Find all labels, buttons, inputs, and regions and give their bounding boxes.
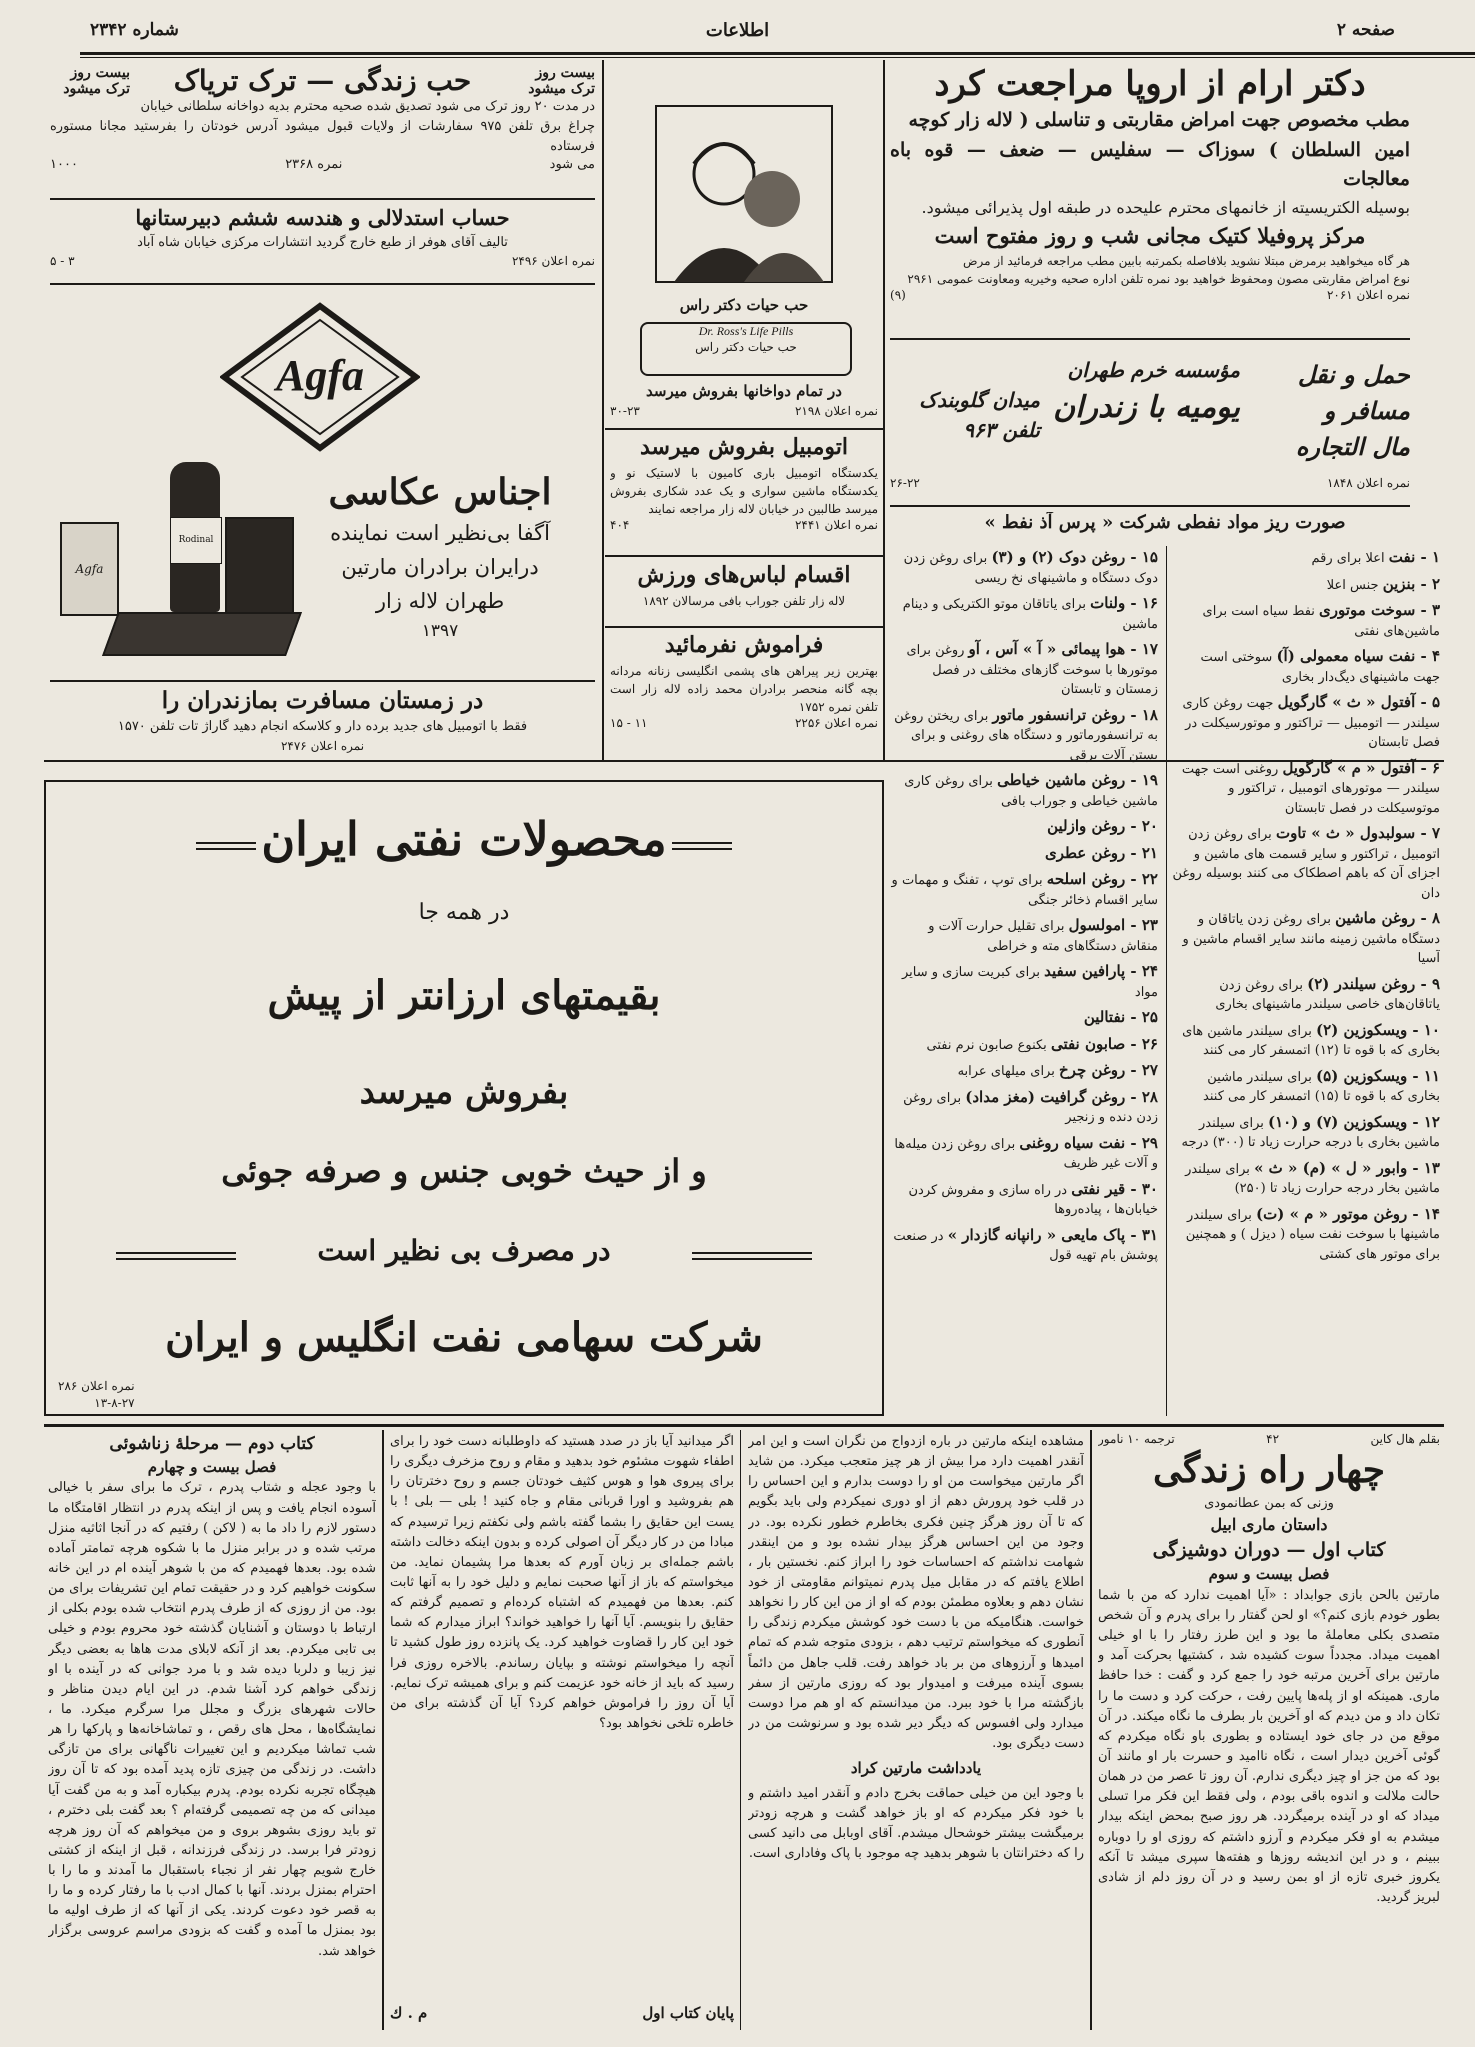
- tailor-ad: [610, 630, 878, 756]
- tin-image: Agfa: [60, 522, 119, 616]
- oil-product-item: [890, 1178, 1158, 1220]
- oil-product-name: ۴ - نفت سیاه معمولی (آ): [1276, 647, 1440, 665]
- transport-notice: نمره اعلان ۱۸۴۸: [1326, 476, 1410, 490]
- ross-pill-box: [640, 322, 852, 376]
- sports-title: اقسام لباس‌های ورزش: [637, 562, 851, 588]
- oil-product-name: ۱ - نفت: [1388, 548, 1440, 566]
- agfa-line: درایران برادران مارتین: [341, 554, 539, 579]
- oil-product-name: ۱۵ - روغن دوک (۲) و (۳): [991, 548, 1158, 566]
- serial-body: اگر میدانید آیا باز در صدد هستید که داوطلبانه دست خود را برای اطفاء شهوت مشئوم خود بدهید و مقام و روح مزخرف دیگری را برای پیروی هوا و هوس کثیف خودتان جسم و روح دخترتان را هم بفروشید و اورا قربانی مقام و جاه کنید ! بلی — بلی ! با یست این حقایق را بشما گفته باشم ولی نکفتم زیرا ترسیدم که مبادا من در کار دیگر آن اصولی کرده و بدون اینکه دخالت داشته باشم جمله‌ای بر زبان آورم که بعدها مرا پشیمان نماید. من میخواستم که باز از آنها صحبت نمایم و دلیل خود را به آنها ثابت کنم. بعدها من فهمیدم که اشتباه کرده‌ام و تصمیم گرفتم که حقایق را بنویسم. آیا آنها را خواهید خواند؟ ابراز میدارم که شما خود این کار را قضاوت خواهید کرد. یک پانزده روز طول کشید تا آنچه را میخواستم نوشته و بپایان رساندم. بالاخره روزی فرا رسید که باید از خانه خود عزیمت کنم و برای همیشه ترک نمایم. آیا آن روز را فراموش خواهم کرد؟ آیا آن گذشته برای من خاطره تلخی نخواهد بود؟: [390, 1434, 734, 1731]
- oil-list-divider: [1166, 546, 1167, 1416]
- iran-oil-ad: [44, 780, 884, 1416]
- oil-product-desc: روغن برای موتورها با سوخت گازهای مختلف در فصل زمستان و تابستان: [906, 643, 1158, 697]
- oil-product-desc: سوختی است جهت ماشینهای دیگ‌دار بخاری: [1200, 650, 1440, 685]
- agfa-line: آگفا بی‌نظیر است نماینده: [330, 521, 550, 546]
- oil-product-desc: برای سیلندر ماشینها با سوخت نفت سیاه ( دیزل ) و همچنین برای موتور های کشتی: [1185, 1207, 1440, 1262]
- oil-product-item: [890, 1132, 1158, 1174]
- iran-oil-company: شرکت سهامی نفت انگلیس و ایران: [165, 1314, 763, 1361]
- bottle-label: Rodinal: [170, 517, 222, 564]
- math-num: ۳ - ۵: [50, 253, 75, 268]
- agfa-logo: [220, 302, 420, 452]
- col-divider: [883, 60, 885, 760]
- oil-product-desc: نفط سیاه است برای ماشین‌های نفتی: [1202, 604, 1440, 639]
- oil-product-desc: جنس اعلا: [1326, 577, 1379, 593]
- transport-line: مؤسسه خرم طهران: [1067, 358, 1240, 382]
- oil-product-desc: بکنوع صابون نرم نفتی: [926, 1037, 1047, 1053]
- oil-list-col-left: [890, 546, 1158, 1270]
- oil-product-name: ۲۳ - امولسول: [1068, 916, 1158, 934]
- oil-product-desc: روغنی است جهت سیلندر — موتورهای اتومبیل ، تراکتور و موتوسیکلت در فصل تابستان: [1181, 761, 1440, 816]
- serial-chapter: فصل بیست و سوم: [1208, 1565, 1330, 1584]
- serial-sub: کتاب اول — دوران دوشیزگی: [1152, 1538, 1386, 1561]
- tailor-num: ۱۱ - ۱۵: [610, 715, 648, 730]
- oil-product-name: ۱۱ - ویسکوزین (۵): [1316, 1066, 1440, 1085]
- tailor-notice: نمره اعلان ۲۲۵۶: [794, 715, 878, 730]
- car-text: یکدستگاه اتومبیل باری کامیون با لاستیک نو و یکدستگاه ماشین سواری و یک عدد شکاری بفروش میرسد طالبین در خیابان لاله زار مراجعه نمایند: [610, 465, 878, 516]
- oil-product-item: [1172, 573, 1440, 596]
- oil-product-desc: برای سیلندر ماشین های بخاری که با قوه تا (۱۲) اتمسفر کار می کنند: [1182, 1023, 1440, 1058]
- opium-side: بیست روز ترک میشود: [63, 64, 130, 97]
- transport-address: میدان گلوبندک تلفن ۹۶۳: [919, 388, 1040, 442]
- serial-body: مارتین بالحن بازی جوابداد : «آیا اهمیت ندارد که من با شما بطور خودم بازی کنم؟» او لحن گفتار را برای پدرم و آن شخص متصدی بکلی معاملۀ ما بود و این طرز رفتار را با او خیلی اهمیت میداد. مجدداً سوت کشیده شد ، کشتیها بحرکت آمد و مارتین برای آخرین مرتبه خود را جمع کرد و گفت : خدا حافظ ماری. همینکه او از پله‌ها پایین رفت ، حرکت کرد و دست ما را تکان داد و من دیدم که او آخرین بار بطرف ما نگاه میکند. در آن موقع من در جای خود ایستاده و بطوری باو نگاه میکردم که گوئی آخرین دیدار است ، نگاه ناامید و حسرت بار او مانند آن بود که من جز او چیز دیگری ندارم. آن روز تا عصر من در همان حالت ملالت و اندوه باقی بودم ، ولی فقط این فکر مرا تسلی میداد که او در آینده برمیگردد. هر روز صبح بمحض اینکه بیدار میشدم به او فکر میکردم و آرزو داشتم که روزی او را دوباره ببینم ، و در این اندیشه روزها و هفته‌ها سپری میشد تا آنکه یکروز خبری تازه از او بمن رسید و در آن روز دلم از شادی لبریز گردید.: [1098, 1587, 1440, 1906]
- oil-product-name: ۱۹ - روغن ماشین خیاطی: [997, 771, 1158, 789]
- page-label: صفحه ۲: [1336, 20, 1395, 40]
- oil-product-item: [1172, 973, 1440, 1015]
- serial-mid: [748, 1432, 1084, 2028]
- doctor-ad: [890, 62, 1410, 327]
- oil-list-title: صورت ریز مواد نفطی شرکت « پرس آذ نفط »: [984, 512, 1346, 533]
- oil-product-item: [1172, 691, 1440, 753]
- ad-divider: [605, 555, 883, 557]
- serial-body: با وجود این من خیلی حماقت بخرج دادم و آنقدر امید داشتم و با خود فکر میکردم که او باز خواهد گشت و هرچه زودتر برمیگشت بیشتر خوشحال میشدم. آقای اوبابل می دانید کسی را که دخترانتان با شوهر بدهید چه موجود با پاک وفاداری است.: [748, 1786, 1084, 1862]
- oil-product-name: ۳۰ - قیر نفتی: [1071, 1179, 1158, 1198]
- oil-product-item: [1172, 757, 1440, 819]
- oil-product-item: [890, 1006, 1158, 1029]
- oil-product-item: [1172, 907, 1440, 969]
- oil-product-name: ۱۸ - روغن ترانسفور ماتور: [992, 705, 1158, 724]
- oil-product-item: [890, 868, 1158, 910]
- oil-product-desc: برای توپ ، تفنگ و مهمات و سایر اقسام ذخائر جنگی: [891, 873, 1158, 908]
- oil-product-desc: برای کبریت سازی و سایر مواد: [901, 965, 1158, 1000]
- oil-product-item: [1172, 1065, 1440, 1107]
- oil-product-item: [890, 546, 1158, 588]
- agfa-title: اجناس عکاسی: [328, 471, 552, 513]
- oil-product-desc: برای روغن زدن یاتاقان‌های خاصی سیلندر ماشینهای بخاری: [1215, 977, 1440, 1012]
- serial-author: م . ك: [390, 2004, 428, 2022]
- oil-product-name: ۲۶ - صابون نفتی: [1050, 1034, 1158, 1053]
- ross-portrait-image: [654, 104, 834, 284]
- doctor-ad-line: نوع امراض مقاربتی مصون ومحفوظ خواهید بود نمره تلفن اداره صحیه وخیریه ومعاونت عمومی ۲۹۶۱: [907, 271, 1410, 286]
- oil-product-item: [890, 960, 1158, 1002]
- serial-num: ۴۲: [1266, 1432, 1280, 1446]
- oil-product-name: ۲۸ - روغن گرافیت (مغز مداد): [965, 1087, 1158, 1106]
- oil-product-name: ۲۲ - روغن اسلحه: [1046, 870, 1158, 888]
- transport-line: یومیه با زندران: [1053, 390, 1240, 425]
- iran-oil-line: و از حیث خوبی جنس و صرفه جوئی: [221, 1152, 707, 1190]
- oil-product-name: ۱۶ - ولنات: [1090, 594, 1158, 612]
- math-text: تالیف آقای هوفر از طبع خارج گردید انتشارات مرکزی خیابان شاه آباد: [137, 235, 508, 251]
- doctor-ad-line: مرکز پروفیلا کتیک مجانی شب و روز مفتوح است: [934, 223, 1366, 249]
- transport-ad: [890, 345, 1410, 490]
- opium-text: می شود: [549, 157, 595, 173]
- oil-product-desc: برای روغن کاری ماشین خیاطی و جوراب بافی: [904, 774, 1158, 809]
- ross-text: در تمام دواخانها بفروش میرسد: [646, 382, 842, 400]
- math-notice: نمره اعلان ۲۴۹۶: [511, 253, 595, 268]
- mazandaran-ad: [50, 684, 595, 756]
- math-ad: [50, 203, 595, 275]
- oil-product-desc: برای سیلندر ماشین بخاری که با قوه تا (۱۵) اتمسفر کار می کنند: [1203, 1069, 1440, 1104]
- oil-product-name: ۲۰ - روغن وازلین: [1047, 817, 1158, 835]
- serial-book-title: کتاب دوم — مرحلۀ زناشوئی: [109, 1434, 315, 1454]
- oil-products-list: [890, 512, 1440, 1420]
- opium-num: ۱۰۰۰: [50, 157, 78, 173]
- oil-product-item: [890, 842, 1158, 865]
- iran-oil-date: ۱۳-۸-۲۷: [94, 1395, 135, 1410]
- oil-product-item: [890, 1224, 1158, 1266]
- oil-product-item: [890, 638, 1158, 700]
- oil-product-item: [1172, 599, 1440, 641]
- oil-product-name: ۲۷ - روغن چرخ: [1059, 1061, 1158, 1079]
- ad-divider: [605, 626, 883, 628]
- opium-notice: نمره ۲۳۶۸: [285, 157, 343, 173]
- ross-ad: [610, 64, 878, 424]
- oil-product-name: ۲۱ - روغن عطری: [1044, 843, 1158, 862]
- transport-line: حمل و نقل مسافر و: [1297, 360, 1410, 425]
- oil-product-desc: برای روغن زدن میله‌ها و آلات غیر ظریف: [894, 1136, 1158, 1171]
- iran-oil-line: در همه جا: [418, 900, 510, 925]
- oil-product-desc: در صنعت پوشش بام تهیه قول: [893, 1228, 1158, 1263]
- oil-product-desc: برای یاتاقان موتو الکتریکی و دینام ماشین: [902, 597, 1158, 632]
- tailor-text: بهترین زیر پیراهن های پشمی انگلیسی زنانه مردانه بچه گانه منحصر برادران محمد زاده لاله زار است تلفن نمره ۱۷۵۲: [610, 663, 878, 714]
- doctor-ad-tag: (۹): [890, 287, 906, 302]
- doctor-ad-line: بوسیله الکتریسیته از خانمهای محترم علیحده در طبقه اول پذیرائی میشود.: [921, 197, 1410, 217]
- oil-product-item: [1172, 1019, 1440, 1061]
- ad-divider: [605, 428, 883, 430]
- car-notice: نمره اعلان ۲۴۴۱: [794, 517, 878, 532]
- section-divider: [44, 1424, 1444, 1427]
- sports-text: لاله زار تلفن جوراب بافی مرسالان ۱۸۹۲: [642, 593, 846, 608]
- car-title: اتومبیل بفروش میرسد: [639, 434, 849, 460]
- oil-product-item: [890, 769, 1158, 811]
- oil-product-desc: اعلا برای رقم: [1311, 551, 1385, 566]
- serial-sub: داستان ماری ابیل: [1210, 1515, 1328, 1535]
- oil-product-item: [890, 704, 1158, 766]
- serial-end: پایان کتاب اول: [642, 2004, 734, 2022]
- doctor-ad-title: دکتر ارام از اروپا مراجعت کرد: [934, 64, 1366, 104]
- oil-product-desc: برای سیلندر ماشین بخار درجه حرارت زیاد تا (۲۵۰): [1185, 1161, 1440, 1196]
- transport-date: ۲۶-۲۲: [890, 476, 920, 490]
- plate-box-image: [102, 612, 302, 656]
- agfa-num: ۱۳۹۷: [421, 621, 459, 642]
- ad-divider: [50, 198, 595, 200]
- doctor-ad-line: امین السلطان ) سوزاک — سفلیس — ضعف — قوه باه معالجات: [890, 138, 1410, 191]
- col-divider: [602, 60, 604, 760]
- opium-text: در مدت ۲۰ روز ترک می شود تصدیق شده صحیه محترم بدیه دواخانه سلطانی خیابان: [140, 99, 595, 114]
- oil-product-name: ۵ - آفتول « ث » گارگویل: [1277, 693, 1440, 711]
- col-divider: [382, 1430, 384, 2030]
- ross-caption: حب حیات دکتر راس: [679, 296, 809, 314]
- box-image: [225, 517, 294, 616]
- oil-product-item: [890, 592, 1158, 634]
- serial-right: [1098, 1432, 1440, 2028]
- car-ad: [610, 432, 878, 552]
- oil-product-desc: برای روغن زدن دوک دستگاه و ماشینهای نخ ریسی: [903, 551, 1158, 586]
- oil-product-name: ۱۰ - ویسکوزین (۲): [1316, 1020, 1440, 1039]
- oil-product-item: [890, 1033, 1158, 1056]
- opium-ad: [50, 64, 595, 194]
- ross-notice: نمره اعلان ۲۱۹۸: [794, 404, 878, 418]
- oil-product-desc: برای ریختن روغن به ترانسفورماتور و دستگاه های روغنی و برای بستن آلات برقی: [894, 708, 1158, 763]
- oil-list-col-right: [1172, 546, 1440, 1268]
- mazandaran-notice: نمره اعلان ۲۴۷۶: [280, 739, 365, 754]
- oil-product-item: [890, 1059, 1158, 1082]
- doctor-ad-line: هر گاه میخواهید برمرض مبتلا نشوید بلافاصله بکمرتبه بابین مطب مراجعه فرمائید از مرض: [963, 253, 1410, 268]
- oil-product-name: ۱۲ - ویسکوزین (۷) و (۱۰): [1268, 1112, 1440, 1131]
- oil-product-name: ۲ - بنزین: [1382, 574, 1440, 593]
- serial-mid2: [390, 1432, 734, 2028]
- oil-product-item: [1172, 546, 1440, 569]
- ross-num: ۳۰-۲۳: [610, 404, 640, 418]
- iran-oil-title: محصولات نفتی ایران: [261, 812, 667, 866]
- oil-product-name: ۲۵ - نفتالین: [1083, 1008, 1158, 1026]
- agfa-ad: [50, 292, 595, 677]
- oil-product-name: ۹ - روغن سیلندر (۲): [1307, 974, 1440, 993]
- oil-product-desc: برای تقلیل حرارت آلات و منقاش دستگاهای مته و خراطی: [928, 919, 1158, 954]
- math-title: حساب استدلالی و هندسه ششم دبیرستانها: [135, 205, 510, 230]
- serial-left: [48, 1432, 376, 2028]
- oil-product-desc: برای روغن زدن یاتاقان و دستگاه ماشین زمینه مانند سایر اقسام ماشین و آسیا: [1182, 912, 1440, 966]
- ross-box-label-fa: حب حیات دکتر راس: [695, 339, 797, 354]
- iran-oil-line: بقیمتهای ارزانتر از پیش: [267, 972, 661, 1019]
- ad-divider: [890, 338, 1410, 340]
- header-rule: [80, 52, 1475, 55]
- serial-chapter: فصل بیست و چهارم: [147, 1457, 277, 1476]
- opium-headline: حب زندگی — ترک تریاک: [173, 64, 472, 97]
- sports-ad: [610, 560, 878, 622]
- ad-divider: [50, 680, 595, 682]
- oil-product-name: ۷ - سولبدول « ث » تاوت: [1275, 824, 1440, 842]
- oil-product-name: ۲۹ - نفت سیاه روغنی: [1019, 1133, 1158, 1152]
- serial-body: با وجود عجله و شتاب پدرم ، ترک ما برای سفر با خیالی آسوده انجام یافت و پس از اینکه پدرم در انتظار اقامتگاه ما دستور لازم را داد ما به ( لاکن ) رفتیم که در آنجا اثاثیه منزل مرتب شده و در برابر منزل ما با شکوه هرچه تمامتر آماده شده بود. بعدها فهمیدم که من با شوهر آینده ام در این خانه سکونت خواهیم کرد و در حقیقت تمام این تشریفات برای من بود. من از روزی که از طرف پدرم انتخاب شده بودم بکلی از ارتباط با دوستان و آشنایان گذشته خود محروم بودم و خیلی بی تابی میکردم. بعد از آنکه لابلای مدت هاها به بعضی دیگر نیز زیبا و دلربا دیده شد و با مرد جوانی که در آینده با او زندگی خواهم کرد آشنا شدم. در این ایام دیدن مناظر و حالات شهرهای بزرگ و مجلل مرا سرگرم میکرد. ما ، نمایشگاه‌ها ، محل های رقص ، و تماشاخانه‌ها و پارکها را هر شب تماشا میکردیم و این تغییرات ناگهانی برای من تازگی داشت. در زندگی من چیزی تازه پدید آمده بود که تا آن روز هیچگاه تجربه نکرده بودم. پدرم بیکباره آمد و به من گفت آیا میدانی که من چه تصمیمی گرفته‌ام ؟ بعد گفت بلی دخترم ، تو باید روزی بشوهر بروی و من میخواهم که آن روز هرچه زودتر فرا برسد. در زندگی فرزندانه ، قبل از اینکه از کشتی خارج شویم چهار نفر از نجباء باستقبال ما آمدند و ما را با احترام بمنزل بردند. آنها با کمال ادب با ما رفتار کرده و ما را به قصر خود دعوت کردند. یکی از آنها که از طرف اولیه ما بود بمنزل ما آمده و گفت که بزودی مراسم عروسی برگزار خواهد شد.: [48, 1480, 376, 1959]
- oil-product-item: [1172, 1157, 1440, 1199]
- doctor-ad-line: مطب مخصوص جهت امراض مقاربتی و تناسلی ( لاله زار کوچه: [908, 109, 1410, 132]
- oil-product-name: ۱۷ - هوا پیمائی « آ » آس ، آو: [968, 640, 1158, 658]
- paper-name: اطلاعات: [705, 20, 770, 41]
- oil-product-item: [1172, 822, 1440, 903]
- serial-byline: بقلم هال کاین: [1370, 1432, 1440, 1446]
- transport-line: مال التجاره: [1295, 432, 1410, 461]
- serial-byline: ترجمه ۱۰ نامور: [1098, 1432, 1175, 1446]
- oil-product-name: ۱۴ - روغن موتور « م » (ت): [1256, 1204, 1440, 1223]
- doctor-ad-notice: نمره اعلان ۲۰۶۱: [1326, 287, 1410, 302]
- serial-sub: وزنی که بمن عطانمودی: [1204, 1495, 1334, 1511]
- serial-reminder-title: یادداشت مارتین کراد: [850, 1759, 982, 1778]
- agfa-logo-text: Agfa: [276, 351, 364, 400]
- oil-product-item: [890, 1086, 1158, 1128]
- serial-body: مشاهده اینکه مارتین در باره ازدواج من نگران است و این امر آنقدر اهمیت دارد مرا بیش از هر چیز متعجب میکرد. من شاید اگر مارتین میخواست من او را دوست بدارم و این احساس را در قلب خود پرورش دهم از او دوری نمیکردم ولی باید بگویم که تا آن روز هرگز چنین فکری بخاطرم خطور نکرده بود. در وجود من این احساس هرگز بیدار نشده بود و من اینقدر شهامت نداشتم که احساسات خود را ابراز کنم. نخستین بار ، اطلاع یافتم که در مقابل میل پدرم نمیتوانم مقاومتی از خود نشان دهم و بعلاوه مطمئن بودم که او از من این کار را نخواهد خواست. هنگامیکه من با دست خود کوشش میکردم زندگی را آنطوری که میخواستم ترتیب دهم ، بزودی متوجه شدم که تمام امیدها و آرزوهای من بر باد خواهد رفت. قلب جاهل من دائماً بسوی آینده میرفت و امیدوار بود که روزی مارتین از سفر بازگشته مرا با خود ببرد. من میدانستم که او هم مرا دوست میدارد ولی افسوس که دیگر دیر شده بود و سرنوشت من در دست دیگری بود.: [748, 1434, 1084, 1752]
- iran-oil-notice: نمره اعلان ۲۸۶: [58, 1379, 135, 1393]
- oil-product-name: ۱۳ - وابور « ل » (م) « ث »: [1254, 1158, 1440, 1177]
- tailor-title: فراموش نفرمائید: [664, 632, 824, 658]
- mazandaran-title: در زمستان مسافرت بمازندران را: [161, 687, 484, 714]
- oil-product-item: [1172, 1111, 1440, 1153]
- col-divider: [740, 1430, 741, 2030]
- oil-product-desc: برای میلهای عرابه: [957, 1064, 1055, 1079]
- oil-product-name: ۳۱ - پاک مایعی « رانپانه گازدار »: [947, 1225, 1158, 1244]
- ad-divider: [50, 283, 595, 285]
- col-divider: [1090, 1430, 1092, 2030]
- oil-product-desc: برای روغن زدن اتومبیل ، تراکتور و سایر قسمت های ماشین و اجزای آن که باهم اصطکاک می کنند بوسیله روغن دان: [1172, 827, 1440, 901]
- oil-product-desc: در راه سازی و مفروش کردن خیابان‌ها ، پیاده‌روها: [908, 1182, 1158, 1217]
- oil-product-item: [1172, 645, 1440, 687]
- oil-product-item: [1172, 1203, 1440, 1265]
- serial-title: چهار راه زندگی: [1153, 1449, 1385, 1491]
- opium-text: چراغ برق تلفن ۹۷۵ سفارشات از ولایات قبول میشود آدرس خودتان را بفرستید مجانا مستوره فرستاده: [50, 119, 595, 155]
- iran-oil-notice-block: [58, 1378, 135, 1412]
- oil-product-name: ۸ - روغن ماشین: [1335, 909, 1440, 927]
- header-rule-thin: [80, 57, 1475, 58]
- oil-product-name: ۲۴ - پارافین سفید: [1044, 962, 1158, 980]
- masthead-row: [0, 20, 1475, 50]
- oil-product-desc: جهت روغن کاری سیلندر — اتومبیل — تراکتور و موتورسیکلت در فصل تابستان: [1182, 696, 1440, 750]
- oil-product-name: ۶ - آفتول « م » گارگویل: [1282, 758, 1440, 777]
- ross-box-label: Dr. Ross's Life Pills: [698, 324, 794, 338]
- oil-product-desc: برای روغن زدن دنده و زنجیر: [903, 1090, 1158, 1125]
- mazandaran-text: فقط با اتومبیل های جدید برده دار و کلاسکه انجام دهید گاراژ تات تلفن ۱۵۷۰: [117, 719, 528, 735]
- oil-product-item: [890, 914, 1158, 956]
- agfa-line: طهران لاله زار: [375, 588, 505, 613]
- agfa-products: [60, 462, 290, 672]
- iran-oil-line: در مصرف بی نظیر است: [317, 1234, 611, 1267]
- opium-side: بیست روز ترک میشود: [528, 64, 595, 97]
- iran-oil-line: بفروش میرسد: [359, 1072, 569, 1112]
- car-num: ۴۰۴: [610, 517, 630, 532]
- oil-product-name: ۳ - سوخت موتوری: [1319, 601, 1440, 619]
- oil-product-item: [890, 815, 1158, 838]
- ad-divider: [890, 505, 1410, 507]
- issue-number: شماره ۲۳۴۲: [90, 20, 179, 40]
- oil-product-desc: برای سیلندر ماشین بخاری با درجه حرارت زیاد تا (۳۰۰) درجه: [1181, 1115, 1440, 1150]
